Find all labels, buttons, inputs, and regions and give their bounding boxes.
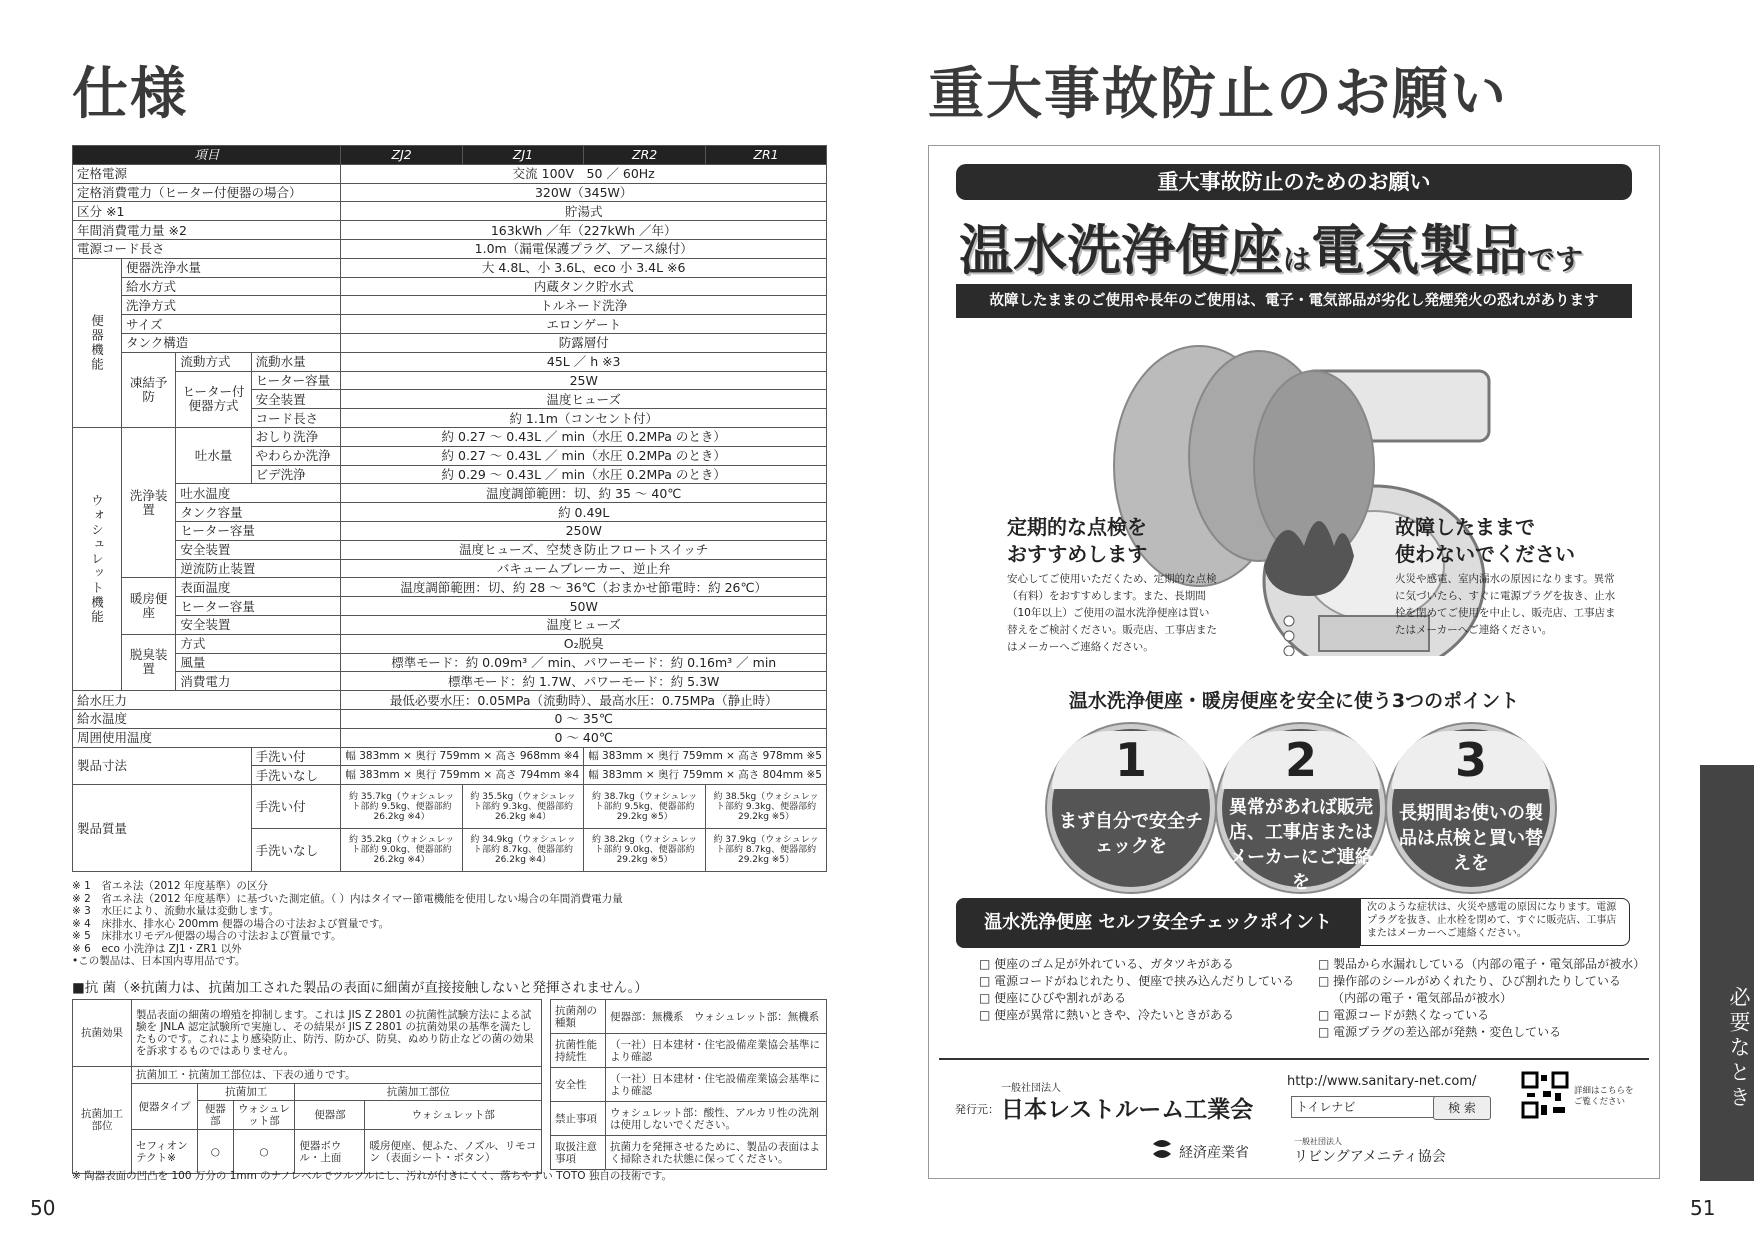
table-row: ヒーター付便器方式 ヒーター容量 25W [73,371,827,390]
meti-logo-icon [1149,1136,1175,1162]
antibac-footnote: ※ 陶器表面の凹凸を 100 万分の 1mm のナノレベルでツルツルにし、汚れが付きにくく、落ちやすい TOTO 独自の技術です。 [72,1170,672,1182]
table-row: 製品寸法 手洗い付 幅 383mm × 奥行 759mm × 高さ 968mm ※4 幅 383mm × 奥行 759mm × 高さ 978mm ※5 [73,747,827,766]
org-small: 一般社団法人 [1001,1083,1061,1094]
header-zr1: ZR1 [706,146,827,165]
table-row: 暖房便座 表面温度 温度調節範囲：切、約 28 ～ 36℃（おまかせ節電時：約 26℃） [73,578,827,597]
checklist-left [979,956,1294,1024]
qr-caption: 詳細はこちらをご覧ください [1574,1086,1634,1107]
table-row: 給水方式 内蔵タンク貯水式 [73,277,827,296]
table-row: 手洗いなし 幅 383mm × 奥行 759mm × 高さ 794mm ※4 幅 383mm × 奥行 759mm × 高さ 804mm ※5 [73,766,827,785]
self-check-title: 温水洗浄便座 セルフ安全チェックポイント [956,898,1360,948]
table-row: 洗浄方式 トルネード洗浄 [73,296,827,315]
header-zj2: ZJ2 [341,146,462,165]
table-row: タンク容量 約 0.49L [73,503,827,522]
list-item: （内部の電子・電気部品が被水） [1332,991,1513,1005]
table-row: 製品質量 手洗い付 約 35.7kg（ウォシュレット部約 9.5kg、便器部約 26.2kg ※4） 約 35.5kg（ウォシュレット部約 9.3kg、便器部約 26.2kg ※4） 約 38.7kg（ウォシュレット部約 9.5kg、便器部約 29.2kg ※5） 約 38.5kg（ウォシュレット部約 9.3kg、便器部約 29.2kg ※5） [73,785,827,829]
table-row: 安全装置 温度ヒューズ [73,390,827,409]
org-name: 日本レストルーム工業会 [1001,1097,1254,1123]
table-row: やわらか洗浄 約 0.27 ～ 0.43L ／ min（水圧 0.2MPa のとき） [73,446,827,465]
page-title-right: 重大事故防止のお願い [928,62,1508,127]
table-row: 凍結予防 流動方式 流動水量 45L ／ h ※3 [73,352,827,371]
table-row: 便器機能 便器洗浄水量 大 4.8L、小 3.6L、eco 小 3.4L ※6 [73,258,827,277]
list-item: □ 電源コードが熱くなっている [1318,1008,1490,1022]
divider [939,1058,1649,1060]
list-item: □ 便座のゴム足が外れている、ガタツキがある [979,957,1234,971]
table-row: コード長さ 約 1.1m（コンセント付） [73,409,827,428]
point-2: 2 異常があれば販売店、工事店またはメーカーにご連絡を [1217,724,1385,892]
table-row: ヒーター容量 250W [73,521,827,540]
table-row: タンク構造 防露層付 [73,333,827,352]
living-small: 一般社団法人 [1294,1137,1342,1146]
safety-panel [928,145,1660,1179]
checklist-right [1318,956,1645,1041]
list-item: □ 便座にひびや割れがある [979,991,1127,1005]
table-row: 給水圧力 最低必要水圧：0.05MPa（流動時）、最高水圧：0.75MPa（静止時） [73,691,827,710]
no-faulty-use-body: 火災や感電、室内漏水の原因になります。異常に気づいたら、すぐに電源プラグを抜き、止水栓を閉めてご使用を中止し、販売店、工事店またはメーカーへご連絡ください。 [1395,573,1616,636]
search-button[interactable]: 検 索 [1433,1096,1491,1120]
table-row: ビデ洗浄 約 0.29 ～ 0.43L ／ min（水圧 0.2MPa のとき） [73,465,827,484]
antibac-heading: ■抗 菌（※抗菌力は、抗菌加工された製品の表面に細菌が直接接触しないと発揮されません。） [72,980,648,996]
table-row: 消費電力 標準モード：約 1.7W、パワーモード：約 5.3W [73,672,827,691]
self-check-note: 次のような症状は、火災や感電の原因になります。電源プラグを抜き、止水栓を閉めて、すぐに販売店、工事店またはメーカーへご連絡ください。 [1360,898,1630,946]
living-name: リビングアメニティ協会 [1294,1149,1446,1165]
antibac-table: 抗菌効果 製品表面の細菌の増殖を抑制します。これは JIS Z 2801 の抗菌性試験方法による試験を JNLA 認定試験所で実施し、その結果が JIS Z 2801 の抗菌効果の基準を満たしたものです。これにより感染防止、防汚、防かび、防臭、ぬめり防止などの菌の効果を訴求するものではありません。 抗菌加工部位 抗菌加工・抗菌加工部位は、下表の通りです。 便器タイプ 抗菌加工 抗菌加工部位 便器部 ウォシュレット部 便器部 ウォシュレット部 セフィオンテクト※ ○ ○ 便器ボウル・上面 暖房便座、便ふた、ノズル、リモコン（表面シート・ボタン） [72,999,542,1174]
page-number-right: 51 [1690,1196,1716,1220]
table-row: ウォシュレット機能 洗浄装置 吐水量 おしり洗浄 約 0.27 ～ 0.43L ／ min（水圧 0.2MPa のとき） [73,427,827,446]
point-3: 3 長期間お使いの製品は点検と買い替えを [1387,724,1555,892]
search-input[interactable]: トイレナビ [1291,1096,1435,1118]
section-side-tab[interactable]: 必要なとき [1700,765,1754,1181]
table-row: 風量 標準モード：約 0.09m³ ／ min、パワーモード：約 0.16m³ ／ min [73,653,827,672]
regular-check-heading: 定期的な点検を おすすめします [1007,515,1148,566]
table-row: 年間消費電力量 ※2 163kWh ／年（227kWh ／年） [73,221,827,240]
regular-check-body: 安心してご使用いただくため、定期的な点検（有料）をおすすめします。また、長期間（10年以上）ご使用の温水洗浄便座は買い替えをご検討ください。販売店、工事店またはメーカーへご連絡ください。 [1007,573,1217,653]
points-title: 温水洗浄便座・暖房便座を安全に使う3つのポイント [1068,690,1520,712]
table-row: 吐水温度 温度調節範囲：切、約 35 ～ 40℃ [73,484,827,503]
list-item: □ 製品から水漏れしている（内部の電子・電気部品が被水） [1318,957,1646,971]
table-row: 定格消費電力（ヒーター付便器の場合） 320W（345W） [73,183,827,202]
list-item: □ 操作部のシールがめくれたり、ひび割れたりしている [1318,974,1621,988]
website-url: http://www.sanitary-net.com/ [1287,1074,1477,1089]
table-row: 周囲使用温度 0 ～ 40℃ [73,728,827,747]
header-item: 項目 [73,146,341,165]
header-zr2: ZR2 [584,146,706,165]
point-1: 1 まず自分で安全チェックを [1047,724,1215,892]
banner: 重大事故防止のためのお願い [956,164,1632,200]
table-row: 給水温度 0 ～ 35℃ [73,709,827,728]
group-washlet: ウォシュレット機能 [73,427,122,690]
publisher-label: 発行元： [955,1103,999,1116]
table-row: 脱臭装置 方式 O₂脱臭 [73,634,827,653]
meti-name: 経済産業省 [1179,1145,1249,1161]
headline: 温水洗浄便座は電気製品です [959,219,1584,282]
footnotes: ※ 1 省エネ法（2012 年度基準）の区分 ※ 2 省エネ法（2012 年度基準）に基づいた測定値。（ ）内はタイマー節電機能を使用しない場合の年間消費電力量 ※ 3 水圧により、流動水量は変動します。 ※ 4 床排水、排水心 200mm 便器の場合の寸法および質量です。 ※ 5 床排水リモデル便器の場合の寸法および質量です。 ※ 6 eco 小洗浄は ZJ1・ZR1 以外 •この製品は、日本国内専用品です。 [72,880,623,967]
table-row: 安全装置 温度ヒューズ、空焚き防止フロートスイッチ [73,540,827,559]
spec-table [72,145,827,872]
list-item: □ 便座が異常に熱いときや、冷たいときがある [979,1008,1234,1022]
table-row: 逆流防止装置 バキュームブレーカー、逆止弁 [73,559,827,578]
list-item: □ 電源プラグの差込部が発熱・変色している [1318,1025,1562,1039]
group-freeze: 凍結予防 [121,352,175,427]
warning-bar: 故障したままのご使用や長年のご使用は、電子・電気部品が劣化し発煙発火の恐れがあります [956,284,1632,318]
table-row: 電源コード長さ 1.0m（漏電保護プラグ、アース線付） [73,239,827,258]
page-number-left: 50 [30,1196,56,1220]
table-row: サイズ エロンゲート [73,315,827,334]
header-zj1: ZJ1 [462,146,583,165]
table-row: ヒーター容量 50W [73,597,827,616]
table-header [73,146,827,165]
group-bowl: 便器機能 [73,258,122,427]
page-title: 仕様 [72,62,188,127]
table-row: 区分 ※1 貯湯式 [73,202,827,221]
table-row: 安全装置 温度ヒューズ [73,615,827,634]
qr-code-icon [1521,1071,1569,1119]
table-row: 定格電源 交流 100V 50 ／ 60Hz [73,164,827,183]
table-row: 手洗いなし 約 35.2kg（ウォシュレット部約 9.0kg、便器部約 26.2kg ※4） 約 34.9kg（ウォシュレット部約 8.7kg、便器部約 26.2kg ※4） 約 38.2kg（ウォシュレット部約 9.0kg、便器部約 29.2kg ※5） 約 37.9kg（ウォシュレット部約 8.7kg、便器部約 29.2kg ※5） [73,829,827,872]
list-item: □ 電源コードがねじれたり、便座で挟み込んだりしている [979,974,1295,988]
antibac-info-table: 抗菌剤の種類 便器部：無機系 ウォシュレット部：無機系 抗菌性能持続性 （一社）日本建材・住宅設備産業協会基準により確認 安全性 （一社）日本建材・住宅設備産業協会基準により確認 禁止事項 ウォシュレット部：酸性、アルカリ性の洗剤は使用しないでください。 取扱注意事項 抗菌力を発揮させるために、製品の表面はよく掃除された状態に保ってください。 [550,999,827,1170]
no-faulty-use-heading: 故障したままで 使わないでください [1395,515,1575,566]
